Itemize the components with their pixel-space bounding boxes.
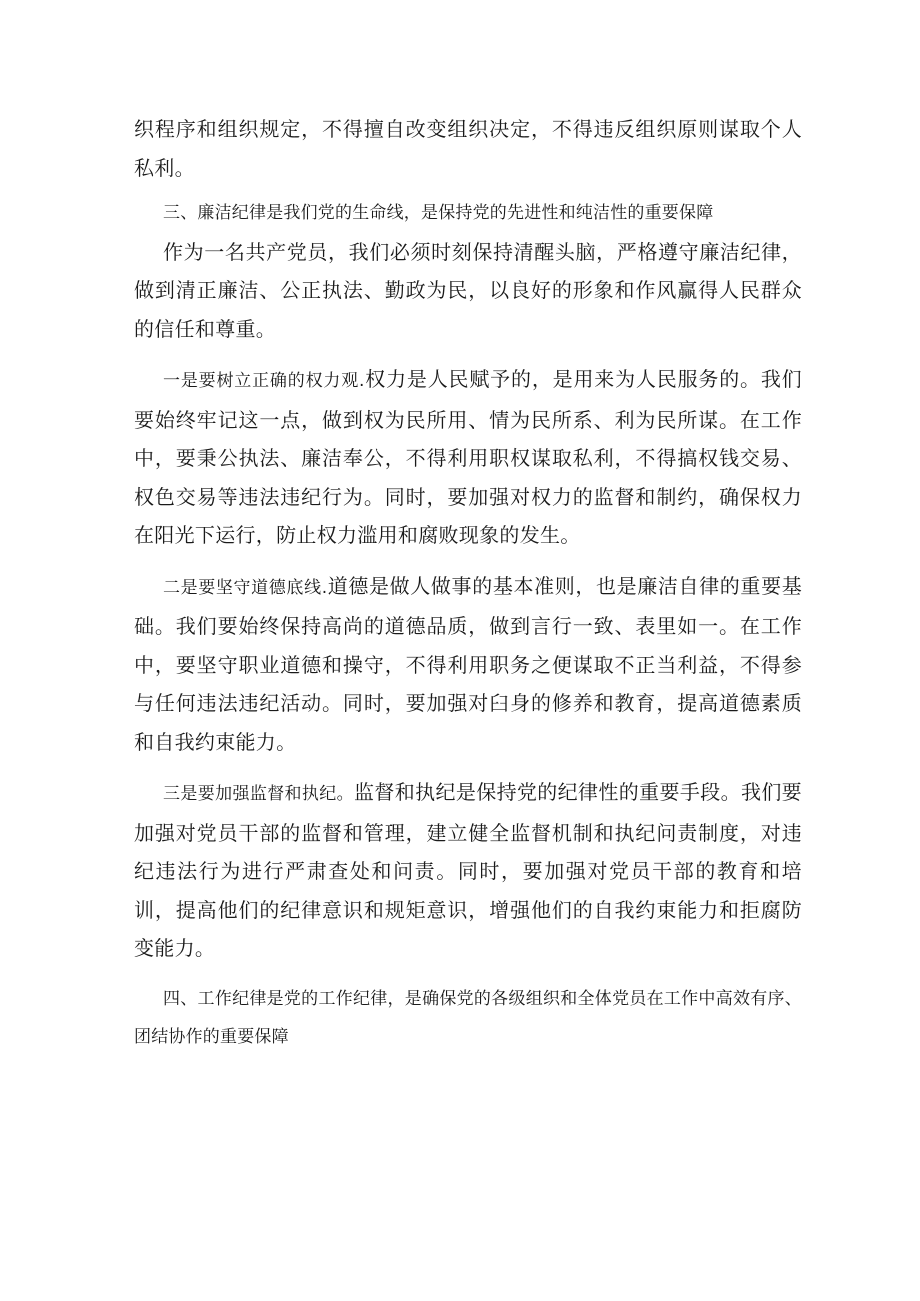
body-power-view: 权力是人民赋予的，是用来为人民服务的。我们要始终牢记这一点，做到权为民所用、情为民所系、利为民所谋。在工作中，要秉公执法、廉洁奉公，不得利用职权谋取私利，不得搞权钱交易、权色交易等违法违纪行为。同时，要加强对权力的监督和制约，确保权力在阳光下运行，防止权力滥用和腐败现象的发生。 <box>134 367 802 547</box>
document-page <box>134 110 802 1057</box>
lead-power-view: 一是要树立正确的权力观. <box>163 371 365 391</box>
body-supervision: 监督和执纪是保持党的纪律性的重要手段。我们要加强对党员干部的监督和管理，建立健全监督机制和执纪问责制度，对违纪违法行为进行严肃查处和问责。同时，要加强对党员干部的教育和培训，提高他们的纪律意识和规矩意识，增强他们的自我约束能力和拒腐防变能力。 <box>134 780 802 960</box>
paragraph-party-member: 作为一名共产党员，我们必须时刻保持清醒头脑，严格遵守廉洁纪律，做到清正廉洁、公正执法、勤政为民，以良好的形象和作风赢得人民群众的信任和尊重。 <box>134 239 802 341</box>
lead-supervision: 三是要加强监督和执纪。 <box>163 784 355 804</box>
section-heading-three: 三、廉洁纪律是我们党的生命线，是保持党的先进性和纯洁性的重要保障 <box>163 203 714 223</box>
paragraph-moral-bottom-line <box>134 567 802 762</box>
paragraph-organization-continued: 织程序和组织规定，不得擅自改变组织决定，不得违反组织原则谋取个人私利。 <box>134 117 802 180</box>
paragraph-power-view <box>134 360 802 555</box>
body-moral-bottom-line: 道德是做人做事的基本准则，也是廉洁自律的重要基础。我们要始终保持高尚的道德品质，做到言行一致、表里如一。在工作中，要坚守职业道德和操守，不得利用职务之便谋取不正当利益，不得参与任何违法违纪活动。同时，要加强对臼身的修养和教育，提高道德素质和自我约束能力。 <box>134 573 803 754</box>
lead-moral-bottom-line: 二是要坚守道德底线. <box>163 577 328 598</box>
section-heading-four: 四、工作纪律是党的工作纪律，是确保党的各级组织和全体党员在工作中高效有序、团结协作的重要保障 <box>134 988 802 1047</box>
paragraph-supervision <box>134 773 802 968</box>
